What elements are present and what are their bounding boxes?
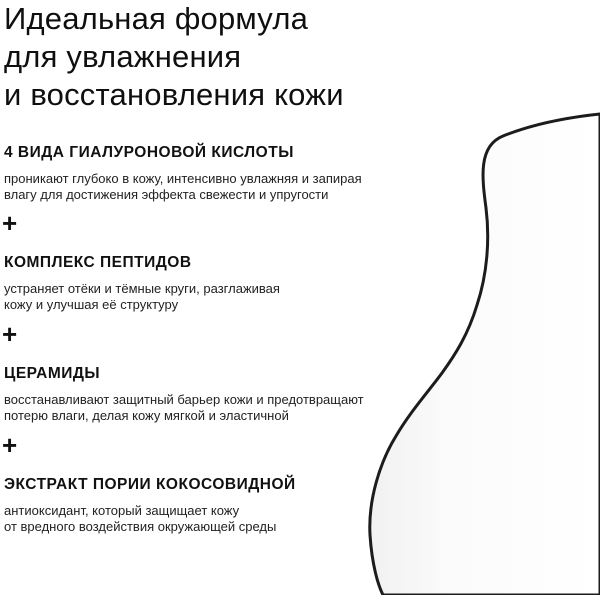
benefit-description: [4, 503, 296, 535]
description-line: от вредного воздействия окружающей среды: [4, 519, 277, 534]
description-line: проникают глубоко в кожу, интенсивно увлажняя и запирая: [4, 171, 362, 186]
title-line: Идеальная формула: [4, 1, 309, 36]
benefit-hyaluronic-acid: [4, 143, 362, 203]
description-line: потерю влаги, делая кожу мягкой и эластичной: [4, 408, 289, 423]
benefit-title: ЦЕРАМИДЫ: [4, 365, 101, 382]
page-title: [4, 0, 344, 114]
benefit-peptides: [4, 253, 280, 313]
plus-icon: +: [2, 319, 18, 349]
description-line: устраняет отёки и тёмные круги, разглаживая: [4, 281, 280, 296]
plus-icon: +: [2, 430, 18, 460]
benefit-description: [4, 171, 362, 203]
benefit-description: [4, 281, 280, 313]
title-line: и восстановления кожи: [4, 77, 344, 112]
description-line: влагу для достижения эффекта свежести и упругости: [4, 187, 329, 202]
title-line: для увлажнения: [4, 39, 242, 74]
benefit-coconut-extract: [4, 475, 296, 535]
plus-icon: +: [2, 208, 18, 238]
benefit-title: ЭКСТРАКТ ПОРИИ КОКОСОВИДНОЙ: [4, 476, 296, 493]
description-line: антиоксидант, который защищает кожу: [4, 503, 240, 518]
benefit-title: 4 ВИДА ГИАЛУРОНОВОЙ КИСЛОТЫ: [4, 144, 294, 161]
benefit-description: [4, 392, 364, 424]
description-line: кожу и улучшая её структуру: [4, 297, 179, 312]
benefit-title: КОМПЛЕКС ПЕПТИДОВ: [4, 254, 192, 271]
description-line: восстанавливают защитный барьер кожи и предотвращают: [4, 392, 364, 407]
benefit-ceramides: [4, 364, 364, 424]
